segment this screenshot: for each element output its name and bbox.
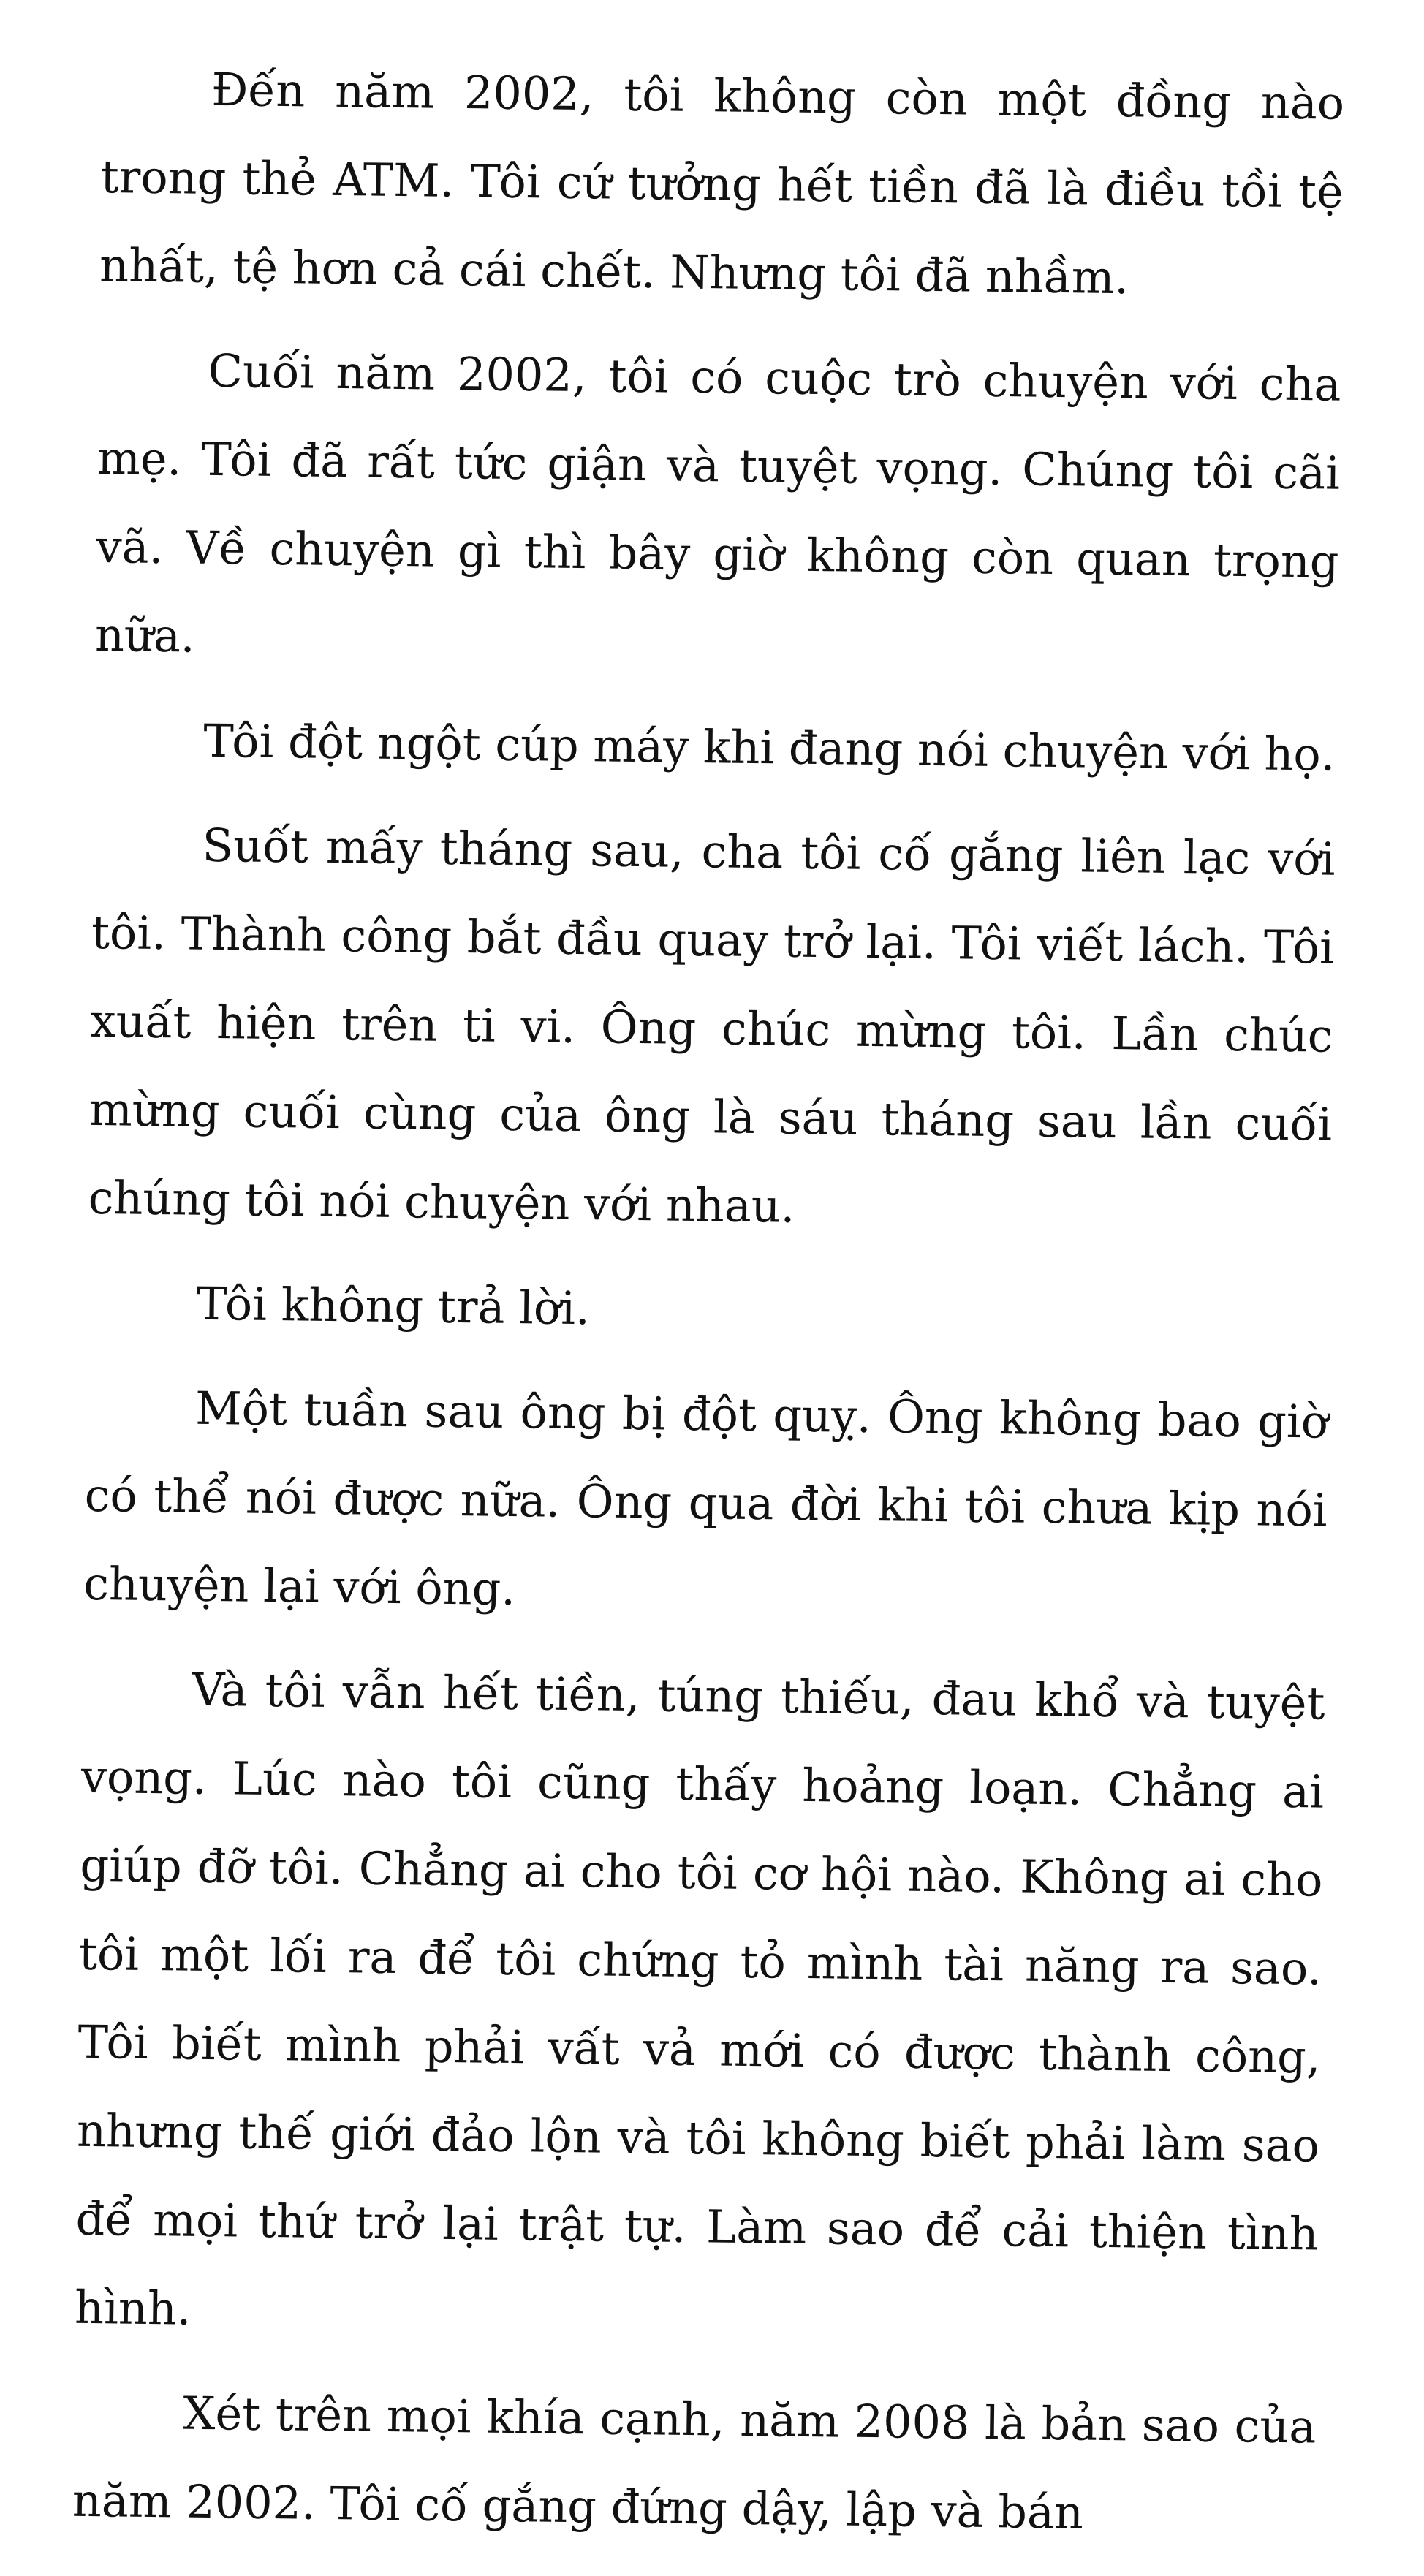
paragraph-3: Tôi đột ngột cúp máy khi đang nói chuyện với họ. xyxy=(202,713,1336,781)
paragraph-6: Một tuần sau ông bị đột quỵ. Ông không bao giờ có thể nói được nữa. Ông qua đời khi tôi chưa kịp nói chuyện lại với ông. xyxy=(83,1381,1329,1616)
paragraph-8: Xét trên mọi khía cạnh, năm 2008 là bản sao của năm 2002. Tôi cố gắng đứng dậy, lập và bán xyxy=(72,2386,1317,2539)
paragraph-7: Và tôi vẫn hết tiền, túng thiếu, đau khổ và tuyệt vọng. Lúc nào tôi cũng thấy hoảng loạn. Chẳng ai giúp đỡ tôi. Chẳng ai cho tôi cơ hội nào. Không ai cho tôi một lối ra để tôi chứng tỏ mình tài năng ra sao. Tôi biết mình phải vất vả mới có được thành công, nhưng thế giới đảo lộn và tôi không biết phải làm sao để mọi thứ trở lại trật tự. Làm sao để cải thiện tình hình. xyxy=(74,1662,1325,2336)
body-text xyxy=(72,44,1345,2576)
paragraph-4: Suốt mấy tháng sau, cha tôi cố gắng liên lạc với tôi. Thành công bắt đầu quay trở lại. Tôi viết lách. Tôi xuất hiện trên ti vi. Ông chúc mừng tôi. Lần chúc mừng cuối cùng của ông là sáu tháng sau lần cuối chúng tôi nói chuyện với nhau. xyxy=(88,818,1336,1233)
paragraph-2: Cuối năm 2002, tôi có cuộc trò chuyện với cha mẹ. Tôi đã rất tức giận và tuyệt vọng. Chúng tôi cãi vã. Về chuyện gì thì bây giờ không còn quan trọng nữa. xyxy=(94,344,1341,663)
paragraph-5: Tôi không trả lời. xyxy=(196,1276,591,1336)
paragraph-1: Đến năm 2002, tôi không còn một đồng nào trong thẻ ATM. Tôi cứ tưởng hết tiền đã là điều tồi tệ nhất, tệ hơn cả cái chết. Nhưng tôi đã nhầm. xyxy=(99,62,1345,305)
